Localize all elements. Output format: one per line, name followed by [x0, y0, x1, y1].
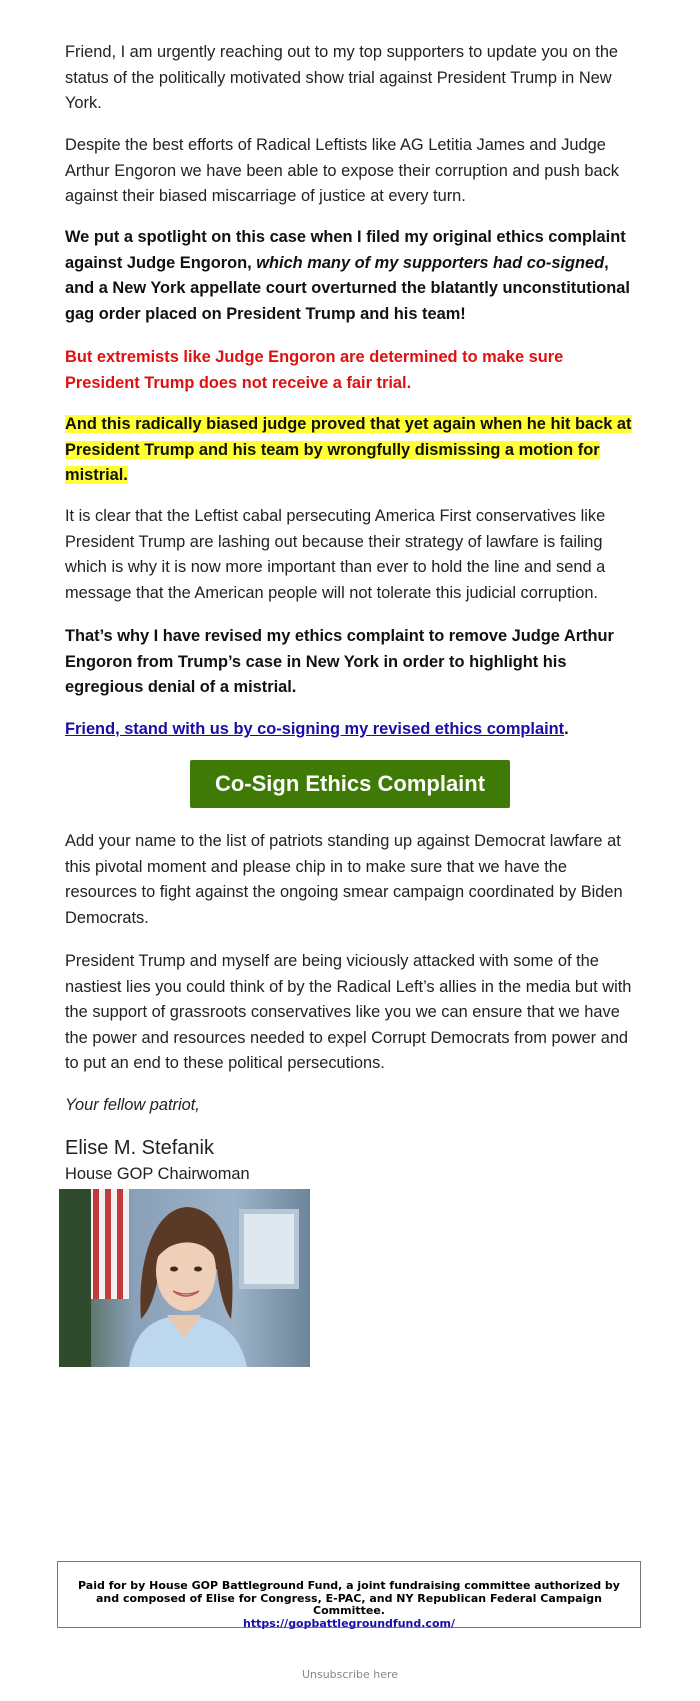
footer-disclaimer-box: [57, 1561, 641, 1628]
paragraph-cosign-link: [65, 717, 569, 743]
paragraph-add-name: Add your name to the list of patriots standing up against Democrat lawfare at this pivotal moment and please chip in to make sure that we have the resources to fight against the ongoing smear campaign coordinated by Biden Democrats.: [65, 832, 623, 927]
battleground-fund-link[interactable]: https://gopbattlegroundfund.com/: [242, 1616, 455, 1630]
cosign-link-period: .: [564, 720, 569, 738]
signature-title: House GOP Chairwoman: [65, 1165, 250, 1183]
paragraph-attacked: President Trump and myself are being viciously attacked with some of the nastiest lies you could think of by the Radical Left’s allies in the media but with the support of grassroots conservatives like you we can ensure that we have the power and resources needed to expel Corrupt Democrats from power and to put an end to these political persecutions.: [65, 952, 632, 1073]
spotlight-text-italic: which many of my supporters had co-signed: [256, 253, 605, 272]
highlighted-text: And this radically biased judge proved that yet again when he hit back at President Trump and his team by wrongfully dismissing a motion for mistrial.: [65, 415, 632, 485]
closing-line: Your fellow patriot,: [65, 1096, 200, 1114]
paragraph-highlighted: [65, 412, 640, 489]
paragraph-leftist-cabal: It is clear that the Leftist cabal persecuting America First conservatives like President Trump are lashing out because their strategy of lawfare is failing which is why it is now more important than ever to hold the line and send a message that the American people will not tolerate this judicial corruption.: [65, 507, 606, 602]
paragraph-efforts: Despite the best efforts of Radical Leftists like AG Letitia James and Judge Arthur Engoron we have been able to expose their corruption and push back against their biased miscarriage of justice at every turn.: [65, 136, 620, 206]
paragraph-spotlight: [65, 225, 640, 327]
paid-for-disclaimer: Paid for by House GOP Battleground Fund, a joint fundraising committee authorized by and composed of Elise for Congress, E-PAC, and NY Republican Federal Campaign Committee.: [78, 1579, 620, 1617]
cosign-link[interactable]: Friend, stand with us by co-signing my revised ethics complaint: [65, 720, 565, 738]
paragraph-intro: Friend, I am urgently reaching out to my top supporters to update you on the status of the politically motivated show trial against President Trump in New York.: [65, 43, 619, 113]
signature-photo: [59, 1189, 310, 1367]
signature-name: Elise M. Stefanik: [65, 1137, 214, 1159]
paragraph-revised-complaint: That’s why I have revised my ethics complaint to remove Judge Arthur Engoron from Trump’s case in New York in order to highlight his egregious denial of a mistrial.: [65, 627, 614, 697]
paragraph-red-alert: But extremists like Judge Engoron are determined to make sure President Trump does not receive a fair trial.: [65, 348, 564, 392]
spotlight-text-a: We put a spotlight on this case when I filed my original ethics complaint against Judge Engoron,: [65, 228, 626, 272]
cta-container: [190, 760, 510, 808]
cosign-ethics-complaint-button[interactable]: Co-Sign Ethics Complaint: [190, 760, 510, 808]
spotlight-text-c: , and a New York appellate court overturned the blatantly unconstitutional gag order placed on President Trump and his team!: [65, 253, 630, 323]
unsubscribe-link[interactable]: Unsubscribe here: [301, 1668, 399, 1681]
